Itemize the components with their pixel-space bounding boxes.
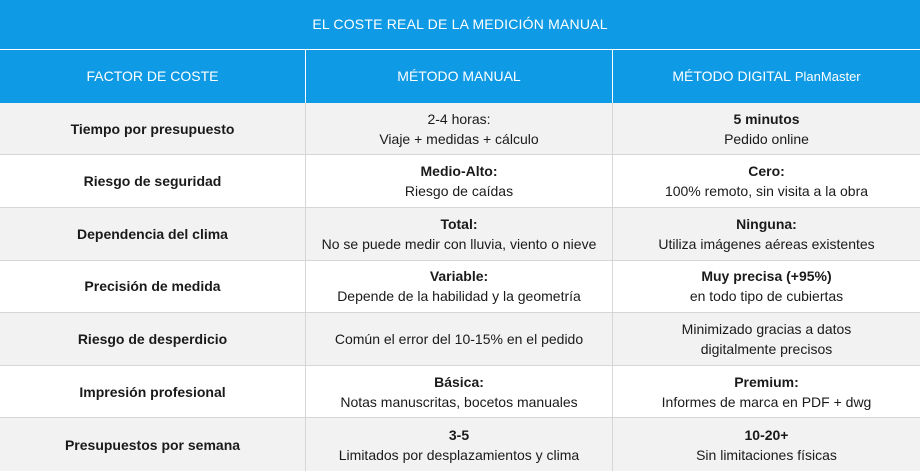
digital-cell bbox=[613, 261, 920, 313]
digital-cell bbox=[613, 366, 920, 418]
manual-line-1: Básica: bbox=[434, 373, 484, 390]
digital-line-1: Cero: bbox=[748, 163, 785, 180]
factor-cell bbox=[0, 418, 306, 471]
factor-label: Riesgo de desperdicio bbox=[77, 331, 228, 348]
table-row bbox=[0, 208, 920, 261]
manual-line-2: Viaje + medidas + cálculo bbox=[379, 130, 539, 147]
digital-line-1: Muy precisa (+95%) bbox=[701, 268, 832, 285]
table-title: EL COSTE REAL DE LA MEDICIÓN MANUAL bbox=[0, 0, 920, 50]
digital-line-2: en todo tipo de cubiertas bbox=[689, 288, 844, 305]
header-factor-label: FACTOR DE COSTE bbox=[86, 68, 219, 85]
table-row bbox=[0, 313, 920, 366]
header-manual-label: MÉTODO MANUAL bbox=[397, 68, 521, 85]
table-row bbox=[0, 418, 920, 471]
digital-line-2: digitalmente precisos bbox=[700, 341, 833, 358]
digital-line-2: Sin limitaciones físicas bbox=[696, 446, 837, 463]
factor-label: Impresión profesional bbox=[79, 383, 226, 400]
manual-line-2: Notas manuscritas, bocetos manuales bbox=[340, 393, 578, 410]
digital-cell bbox=[613, 418, 920, 471]
factor-cell bbox=[0, 366, 306, 418]
factor-cell bbox=[0, 155, 306, 207]
digital-line-1: Ninguna: bbox=[736, 215, 797, 232]
manual-line-2: Riesgo de caídas bbox=[404, 183, 514, 200]
manual-line-2: Depende de la habilidad y la geometría bbox=[337, 288, 581, 305]
header-digital-brand: PlanMaster bbox=[794, 68, 861, 84]
digital-line-2: 100% remoto, sin visita a la obra bbox=[664, 183, 869, 200]
manual-cell bbox=[306, 313, 613, 365]
manual-line-1: Común el error del 10-15% en el pedido bbox=[334, 331, 584, 348]
factor-label: Tiempo por presupuesto bbox=[70, 120, 235, 137]
digital-line-1: Premium: bbox=[734, 373, 799, 390]
factor-cell bbox=[0, 261, 306, 313]
factor-label: Precisión de medida bbox=[84, 278, 221, 295]
manual-cell bbox=[306, 103, 613, 155]
manual-cell bbox=[306, 366, 613, 418]
manual-cell bbox=[306, 418, 613, 471]
header-digital-label: MÉTODO DIGITAL bbox=[672, 68, 791, 85]
digital-line-1: 5 minutos bbox=[733, 110, 800, 127]
manual-cell bbox=[306, 208, 613, 260]
digital-cell bbox=[613, 103, 920, 155]
digital-cell bbox=[613, 313, 920, 365]
table-row bbox=[0, 155, 920, 208]
table-body bbox=[0, 103, 920, 471]
factor-cell bbox=[0, 103, 306, 155]
manual-line-1: 2-4 horas: bbox=[427, 110, 491, 127]
factor-label: Presupuestos por semana bbox=[64, 436, 241, 453]
factor-cell bbox=[0, 313, 306, 365]
manual-line-1: Total: bbox=[440, 215, 478, 232]
table-row bbox=[0, 366, 920, 419]
manual-line-2: No se puede medir con lluvia, viento o nieve bbox=[321, 235, 597, 252]
digital-line-2: Utiliza imágenes aéreas existentes bbox=[658, 235, 875, 252]
manual-cell bbox=[306, 155, 613, 207]
header-digital bbox=[613, 50, 920, 103]
header-manual bbox=[306, 50, 613, 103]
manual-line-2: Limitados por desplazamientos y clima bbox=[338, 446, 580, 463]
table-row bbox=[0, 261, 920, 314]
table-row bbox=[0, 103, 920, 156]
digital-cell bbox=[613, 208, 920, 260]
manual-line-1: Variable: bbox=[429, 268, 489, 285]
digital-cell bbox=[613, 155, 920, 207]
digital-line-1: Minimizado gracias a datos bbox=[681, 321, 852, 338]
digital-line-2: Informes de marca en PDF + dwg bbox=[661, 393, 872, 410]
factor-label: Riesgo de seguridad bbox=[83, 173, 222, 190]
header-row bbox=[0, 50, 920, 103]
manual-line-1: 3-5 bbox=[448, 426, 470, 443]
factor-label: Dependencia del clima bbox=[77, 225, 228, 242]
manual-cell bbox=[306, 261, 613, 313]
digital-line-1: 10-20+ bbox=[744, 426, 789, 443]
factor-cell bbox=[0, 208, 306, 260]
digital-line-2: Pedido online bbox=[724, 130, 809, 147]
manual-line-1: Medio-Alto: bbox=[420, 163, 498, 180]
header-factor bbox=[0, 50, 306, 103]
